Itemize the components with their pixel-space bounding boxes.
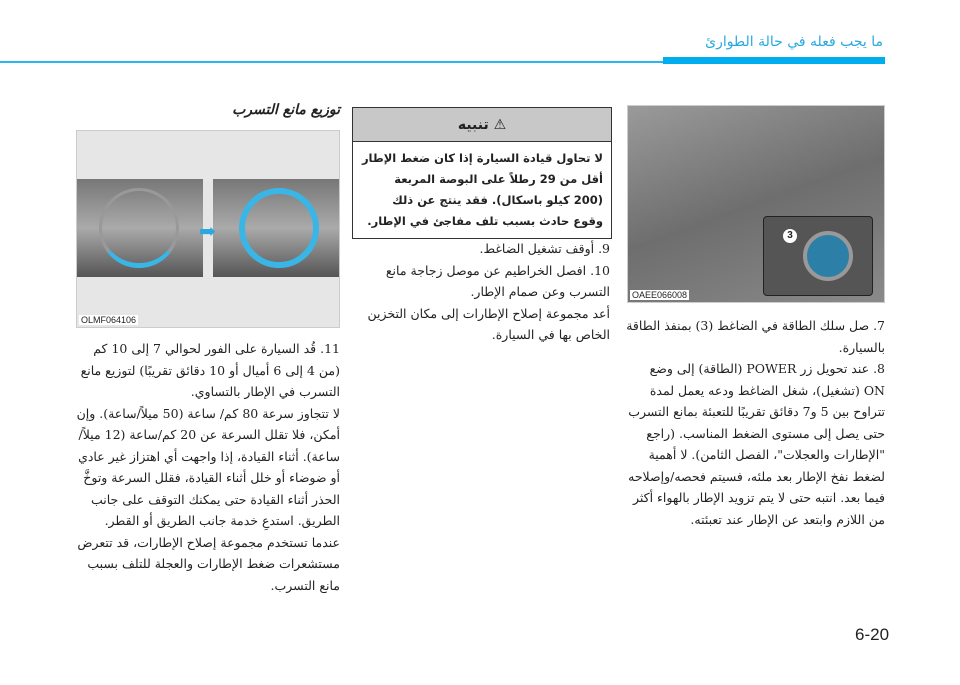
header-title: ما يجب فعله في حالة الطوارئ — [705, 34, 883, 50]
header-rule — [0, 61, 665, 63]
arrow-icon: ➡ — [199, 219, 216, 243]
sealant-distribution-figure — [76, 130, 340, 328]
page-number: 6-20 — [855, 625, 890, 644]
power-outlet-figure — [627, 105, 885, 303]
callout-3: 3 — [783, 229, 797, 243]
step-7: 7. صل سلك الطاقة في الضاغط (3) بمنفذ الطاقة بالسيارة. — [626, 318, 885, 355]
wheel-before-icon — [99, 188, 179, 268]
header-accent-bar — [663, 57, 885, 64]
step-8: 8. عند تحويل زر POWER (الطاقة) إلى وضع ON (تشغيل)، شغل الضاغط ودعه يعمل لمدة تتراوح بين 5 و7 دقائق تقريبًا للتعبئة بمانع التسرب حتى يصل إلى مستوى الضغط المناسب. (راجع "الإطارات والعجلات"، الفصل الثامن). لا أهمية لضغط نفخ الإطار بعد ملئه، فسيتم فحصه/وإصلاحه فيما بعد. انتبه حتى لا يتم تزويد الإطار بالهواء أكثر من اللازم وابتعد عن الإطار عند تعبئته. — [628, 361, 885, 527]
figure-label: OAEE066008 — [632, 290, 688, 300]
step-9: 9. أوقف تشغيل الضاغط. — [479, 241, 610, 256]
warning-triangle-icon: ⚠ — [488, 117, 507, 133]
wheel-after-icon — [239, 188, 319, 268]
storage-note: أعد مجموعة إصلاح الإطارات إلى مكان التخزين الخاص بها في السيارة. — [367, 305, 610, 342]
figure-label: OLMF064106 — [81, 315, 137, 325]
step-11: 11. قُد السيارة على الفور لحوالي 7 إلى 10 كم (من 4 إلى 6 أميال أو 10 دقائق تقريبًا) لتوزيع مانع التسرب في الإطار بالتساوي. — [80, 341, 340, 399]
section-title: توزيع مانع التسرب — [232, 102, 340, 118]
caution-text: لا تحاول قيادة السيارة إذا كان ضغط الإطار أقل من 29 رطلاً على البوصة المربعة (200 كيلو باسكال). فقد ينتج عن ذلك وقوع حادث بسبب تلف مفاجئ في الإطار. — [361, 151, 603, 228]
step-10: 10. افصل الخراطيم عن موصل زجاجة مانع التسرب وعن صمام الإطار. — [385, 262, 610, 299]
driving-note: لا تتجاوز سرعة 80 كم/ ساعة (50 ميلاً/ساعة). وإن أمكن، فلا تقلل السرعة عن 20 كم/ساعة (12 ميلاً/ ساعة). أثناء القيادة، إذا واجهت أي اهتزاز غير عادي أو ضوضاء أو خلل أثناء القيادة، فقلل السرعة وتوخَّ الحذر أثناء القيادة حتى يمكنك التوقف على جانب الطريق. استدعِ خدمة جانب الطريق أو القطر. عندما تستخدم مجموعة إصلاح الإطارات، قد تتعرض مستشعرات ضغط الإطارات والعجلة للتلف بسبب مانع التسرب. — [76, 405, 340, 593]
caution-title: تنبيه — [457, 117, 489, 133]
caution-box — [352, 107, 612, 239]
